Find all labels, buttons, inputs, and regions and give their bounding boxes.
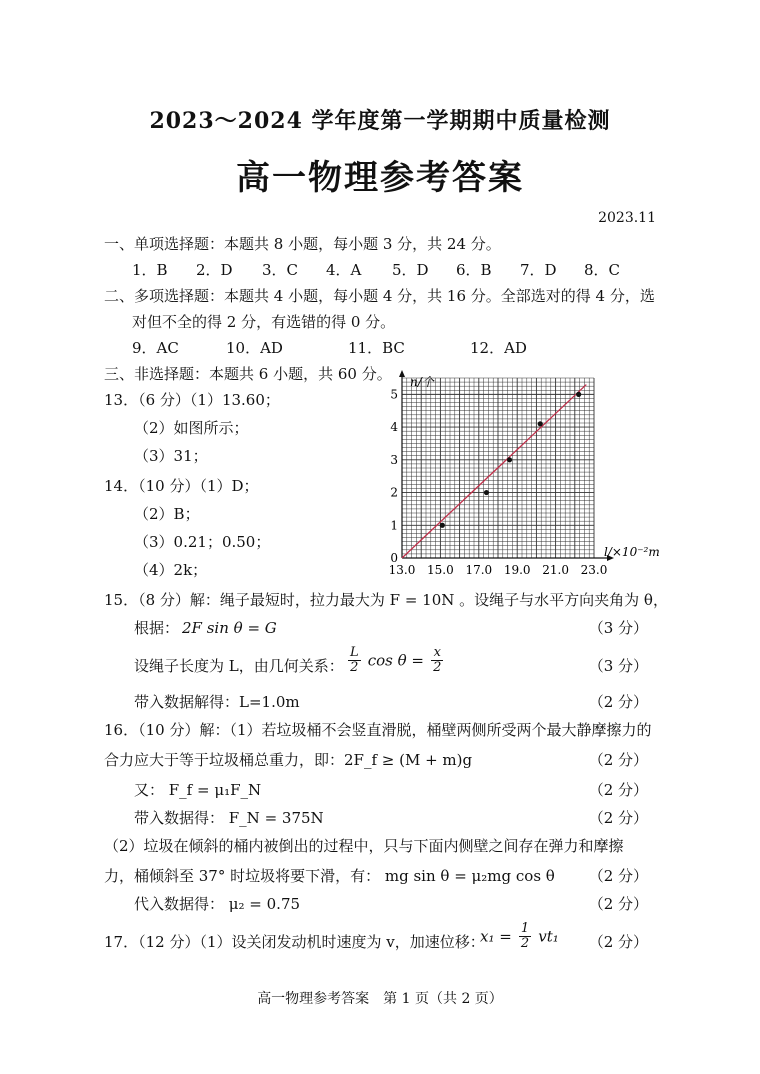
q15-equation2: $\frac{L}{2}$ cos θ = $\frac{x}{2}$ [350, 645, 442, 675]
q15-line2-label: 根据： [134, 619, 180, 637]
section2-heading-line1: 二、多项选择题：本题共 4 小题，每小题 4 分，共 16 分。全部选对的得 4 分，选 [104, 287, 655, 305]
data-point [576, 392, 581, 397]
answer-9: 9．AC [132, 339, 179, 357]
y-tick-label: 3 [390, 452, 398, 467]
document-date: 2023.11 [598, 210, 656, 226]
q15-score2: （3 分） [588, 657, 648, 675]
y-tick-label: 2 [390, 485, 398, 500]
q14-line4: （4）2k； [134, 561, 208, 579]
q14-line1: 14．（10 分）（1）D； [104, 477, 259, 495]
q13-line2: （2）如图所示； [134, 419, 249, 437]
section2-heading-line2: 对但不全的得 2 分，有选错的得 0 分。 [132, 313, 396, 331]
q16-score5: （2 分） [588, 895, 648, 913]
q15-line4: 带入数据解得：L=1.0m [134, 693, 300, 711]
q16-line1: 16．（10 分）解：（1）若垃圾桶不会竖直滑脱，桶壁两侧所受两个最大静摩擦力的 [104, 721, 652, 739]
q15-line3-label: 设绳子长度为 L，由几何关系： [134, 657, 344, 675]
y-tick-label: 1 [390, 518, 398, 533]
data-point [440, 523, 445, 528]
spring-count-chart [388, 370, 662, 580]
data-point [538, 421, 543, 426]
x-tick-label: 13.0 [388, 563, 416, 577]
q13-line1: 13．（6 分）（1）13.60； [104, 391, 280, 409]
q15-frac1: $\frac{L}{2}$ [350, 645, 359, 675]
q15-score1: （3 分） [588, 619, 648, 637]
y-tick-label: 4 [390, 420, 398, 435]
answer-6: 6．B [456, 261, 492, 279]
q15-line1: 15．（8 分）解：绳子最短时，拉力最大为 F = 10N 。设绳子与水平方向夹角为 θ， [104, 591, 668, 609]
q15-score3: （2 分） [588, 693, 648, 711]
q16-score3: （2 分） [588, 809, 648, 827]
x-tick-label: 17.0 [465, 563, 493, 577]
q16-score4: （2 分） [588, 867, 648, 885]
answer-7: 7．D [520, 261, 557, 279]
q17-equation: x₁ = $\frac{1}{2}$ vt₁ [480, 921, 559, 951]
y-tick-label: 5 [390, 387, 398, 402]
data-point [484, 490, 489, 495]
answer-1: 1．B [132, 261, 168, 279]
document-title: 高一物理参考答案 [236, 158, 524, 198]
q16-line3: 又： F_f = μ₁F_N [134, 781, 262, 799]
answer-11: 11．BC [348, 339, 405, 357]
section1-heading: 一、单项选择题：本题共 8 小题，每小题 3 分，共 24 分。 [104, 235, 501, 253]
q16-score1: （2 分） [588, 751, 648, 769]
answer-10: 10．AD [226, 339, 283, 357]
section3-heading: 三、非选择题：本题共 6 小题，共 60 分。 [104, 365, 392, 383]
page-footer: 高一物理参考答案 第 1 页（共 2 页） [257, 991, 503, 1007]
q16-line2: 合力应大于等于垃圾桶总重力，即：2F_f ≥ (M + m)g [104, 751, 473, 769]
x-tick-label: 19.0 [503, 563, 531, 577]
exam-title: 2023～2024 学年度第一学期期中质量检测 [149, 108, 611, 134]
chart-ylabel: n/个 [410, 375, 434, 389]
y-tick-label: 0 [390, 551, 398, 565]
x-tick-label: 21.0 [542, 563, 569, 577]
q14-line2: （2）B； [134, 505, 200, 523]
q15-frac2: $\frac{x}{2}$ [433, 645, 442, 675]
q16-line6: 力，桶倾斜至 37° 时垃圾将要下滑，有： mg sin θ = μ₂mg cos θ [104, 867, 555, 885]
q16-line5: （2）垃圾在倾斜的桶内被倒出的过程中，只与下面内侧壁之间存在弹力和摩擦 [104, 837, 624, 855]
answer-2: 2．D [196, 261, 233, 279]
q13-line3: （3）31； [134, 447, 208, 465]
answer-3: 3．C [262, 261, 299, 279]
q17-line1: 17．（12 分）（1）设关闭发动机时速度为 v，加速位移： [104, 933, 485, 951]
answer-4: 4．A [326, 261, 362, 279]
answer-5: 5．D [392, 261, 429, 279]
q17-score1: （2 分） [588, 933, 648, 951]
answer-8: 8．C [584, 261, 621, 279]
x-tick-label: 23.0 [580, 563, 608, 577]
x-tick-label: 15.0 [427, 563, 454, 577]
q16-line4: 带入数据得： F_N = 375N [134, 809, 324, 827]
data-point [507, 457, 512, 462]
q16-score2: （2 分） [588, 781, 648, 799]
q16-line7: 代入数据得： μ₂ = 0.75 [134, 895, 301, 913]
y-axis-arrow [399, 370, 405, 377]
q17-frac: $\frac{1}{2}$ [520, 921, 530, 951]
chart-xlabel: l/×10⁻²m [604, 545, 660, 559]
q15-equation1: 2F sin θ = G [182, 619, 277, 637]
q14-line3: （3）0.21；0.50； [134, 533, 271, 551]
answer-12: 12．AD [470, 339, 527, 357]
